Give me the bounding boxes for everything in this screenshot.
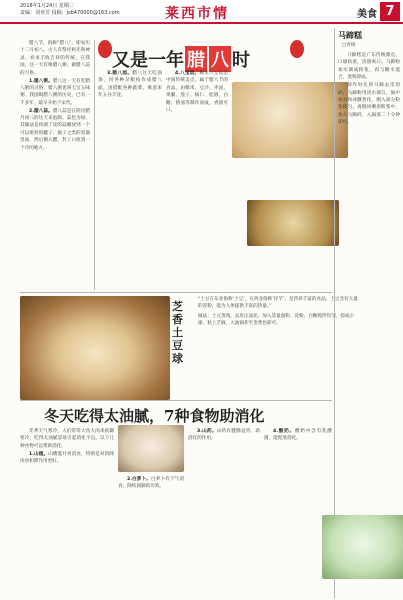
header-editor: 责编：刘亚芳 投稿：jsb470000@163.com	[20, 10, 120, 16]
section-name: 美食	[357, 9, 377, 20]
winter-column-3	[188, 428, 260, 596]
title-highlight-1: 腊	[185, 46, 207, 72]
laba-item-1-head: 1.腊八粥。	[29, 78, 53, 84]
laba-item-3	[98, 70, 162, 100]
laba-column-center	[166, 70, 228, 290]
header-meta	[20, 3, 120, 17]
laba-dish-photo	[247, 200, 339, 246]
winter-item-2-head: 2.白萝卜。	[127, 477, 151, 482]
laba-column-left	[20, 40, 90, 290]
winter-item-3-head: 3.山药。	[197, 429, 217, 434]
vegetables-photo	[118, 425, 184, 472]
laba-item-1	[20, 78, 90, 108]
laba-porridge-photo	[232, 82, 348, 158]
winter-column-2	[118, 476, 184, 596]
column-rule	[94, 40, 95, 290]
dessert-photo	[322, 515, 403, 579]
paper-name: 莱西市情	[165, 6, 229, 22]
laba-column-middle	[98, 70, 162, 290]
lantern-decoration	[98, 40, 112, 58]
winter-item-3-text: 山药有健脾益胃、助消化的作用。	[188, 429, 260, 442]
page-header	[0, 0, 403, 24]
winter-item-1-text: 山楂能开胃消食，特别是对消除肉食积滞作用更好。	[20, 451, 114, 465]
winter-item-4-text: 酸奶中含有乳酸菌，能促进消化。	[264, 429, 332, 442]
right-article-byline: □青梅	[342, 43, 356, 48]
winter-item-1-head: 1.山楂。	[29, 451, 49, 457]
right-para-1: 马蹄糕是广东传统甜点，口感软滑，清甜爽口。马蹄粉加水调成粉浆，再与糖水混合，蒸熟即成。	[338, 53, 400, 81]
winter-column-1	[20, 428, 114, 596]
title-suffix: 时	[232, 50, 250, 71]
winter-item-1	[20, 451, 114, 466]
winter-para-1: 冬季天气寒冷，人们常常大鱼大肉来抵御寒冷，吃得太油腻容易引起消化不良。以下几种食物可以帮助消化。	[20, 429, 114, 449]
right-article-title: 马蹄糕	[338, 31, 362, 40]
header-date: 2018年1月24日 星期三	[20, 3, 74, 9]
taro-quote-1: “土豆在东北俗称‘土豆’，在西北俗称‘洋芋’，是营养丰富的食品。土豆含有大量的淀粉，能为人体提供丰富的热量。”	[198, 297, 358, 309]
winter-item-2-text: 白萝卜有下气消食、除疾润肺的功效。	[118, 477, 184, 490]
laba-item-1-text: 腊八这一天有吃腊八粥的习俗，腊八粥也叫七宝五味粥。我国喝腊八粥的历史，已有一千多年，最早开始于宋代。	[20, 78, 90, 106]
winter-item-4-head: 4.酸奶。	[273, 429, 295, 434]
lantern-decoration	[290, 40, 304, 58]
laba-intro: 腊八节，俗称“腊八”，即农历十二月初八。古人有祭祀祖先和神灵、祈求丰收吉祥的传统。在我国，这一天有喝腊八粥、做腊八蒜的习俗。	[20, 41, 90, 76]
section-rule	[20, 292, 332, 293]
winter-item-4	[264, 428, 332, 443]
winter-item-2	[118, 476, 184, 491]
laba-item-2-head: 2.腊八蒜。	[29, 108, 53, 114]
laba-item-4-head: 4.八宝饭。	[175, 71, 200, 76]
laba-item-2-text: 腊八蒜是在阴历腊月初八的这天来泡制。蒜色为绿，其做法是将剥了皮的蒜瓣放到一个可以密封的罐子、瓶子之类的容器里面，然后倒入醋，封上口放到一个冷的地方。	[20, 108, 90, 151]
laba-item-2	[20, 108, 90, 152]
laba-item-4	[166, 70, 228, 114]
winter-title: 冬天吃得太油腻，7种食物助消化	[44, 407, 265, 425]
laba-item-3-text: 腊八这天吃面条，用各种杂粮按作成腊八面，再搭配各种蔬菜，寓意来年五谷丰登。	[98, 71, 162, 99]
laba-item-4-text: 糯米八宝饭是中国传统美点，属于腊八节的食品。由糯米、豆沙、枣泥、果脯、莲子、核仁、桂圆、白糖、猪油等制作而成，香甜可口。	[166, 71, 228, 114]
taro-balls-photo	[20, 296, 170, 400]
laba-title	[112, 46, 250, 72]
title-highlight-2: 八	[209, 46, 231, 72]
laba-item-3-head: 3.腊八面。	[107, 71, 133, 76]
taro-quote-2: 做法：土豆蒸熟，去皮压成泥，加入适量面粉、淀粉、白糖搅拌均匀，搓成小球，粘上芝麻，入油锅炸至金黄色即可。	[198, 314, 355, 326]
page-number: 7	[380, 2, 400, 21]
winter-item-3	[188, 428, 260, 443]
section-rule	[20, 400, 332, 401]
right-para-2: 制作时先将马蹄去皮切碎，马蹄粉用清水调匀，锅中加水和冰糖煮化，倒入部分粉浆搅匀，再倒回剩余粉浆中，加入马蹄碎，入锅蒸二十分钟即可。	[338, 83, 400, 126]
taro-label: 芝香土豆球	[172, 300, 183, 365]
right-article-body	[338, 52, 400, 512]
title-prefix: 又是一年	[112, 50, 184, 71]
taro-quote	[198, 296, 358, 330]
